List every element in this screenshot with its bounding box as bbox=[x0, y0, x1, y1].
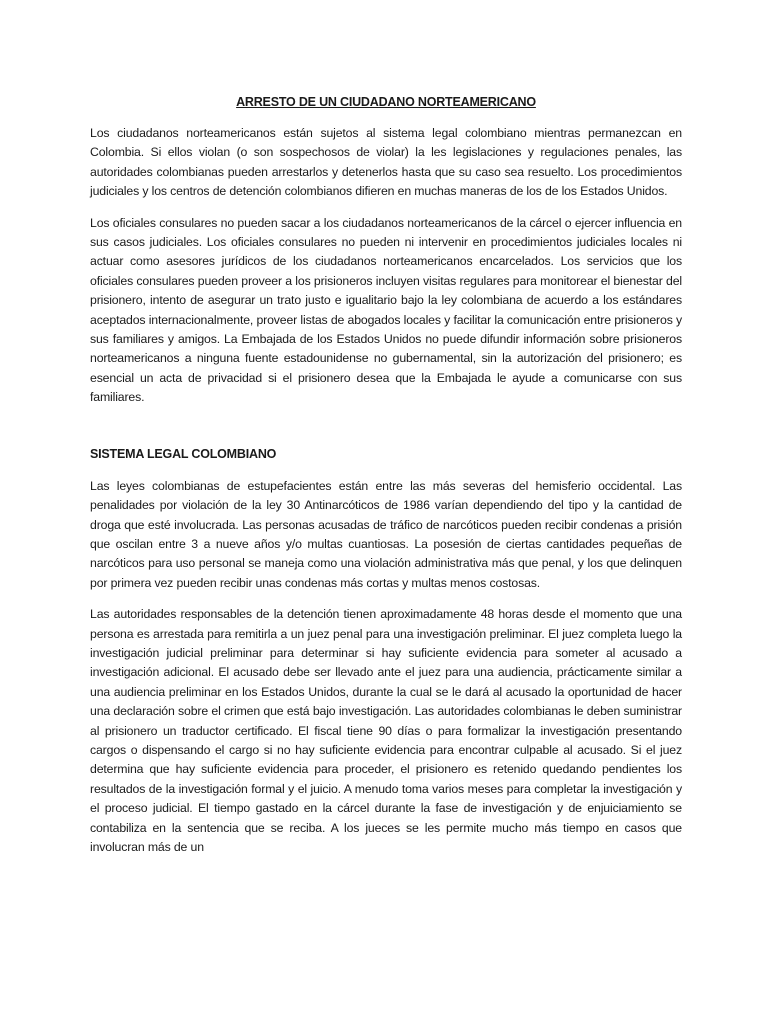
document-title: ARRESTO DE UN CIUDADANO NORTEAMERICANO bbox=[236, 95, 536, 109]
document-page bbox=[90, 94, 682, 869]
section-paragraph-2: Las autoridades responsables de la detención tienen aproximadamente 48 horas desde el momento que una persona es arrestada para remitirla a un juez penal para una investigación preliminar. El juez completa luego la investigación judicial preliminar para determinar si hay suficiente evidencia para someter al acusado a investigación adicional. El acusado debe ser llevado ante el juez para una audiencia, prácticamente similar a una audiencia preliminar en los Estados Unidos, durante la cual se le dará al acusado la oportunidad de hacer una declaración sobre el crimen que está bajo investigación. Las autoridades colombianas le deben suministrar al prisionero un traductor certificado. El fiscal tiene 90 días o para formalizar la investigación presentando cargos o dispensando el cargo si no hay suficiente evidencia para encontrar culpable al acusado. Si el juez determina que hay suficiente evidencia para proceder, el prisionero es retenido quedando pendientes los resultados de la investigación formal y el juicio. A menudo toma varios meses para completar la investigación y el proceso judicial. El tiempo gastado en la cárcel durante la fase de investigación y de enjuiciamiento se contabiliza en la sentencia que se reciba. A los jueces se les permite mucho más tiempo en casos que involucran más de un bbox=[90, 607, 682, 854]
intro-paragraph-1: Los ciudadanos norteamericanos están sujetos al sistema legal colombiano mientras permanezcan en Colombia. Si ellos violan (o son sospechosos de violar) la les legislaciones y regulaciones penales, las autoridades colombianas pueden arrestarlos y detenerlos hasta que su caso sea resuelto. Los procedimientos judiciales y los centros de detención colombianos difieren en muchas maneras de los de los Estados Unidos. bbox=[90, 126, 682, 199]
intro-paragraph-2: Los oficiales consulares no pueden sacar a los ciudadanos norteamericanos de la cárcel o ejercer influencia en sus casos judiciales. Los oficiales consulares no pueden ni intervenir en procedimientos judiciales locales ni actuar como asesores jurídicos de los ciudadanos norteamericanos encarcelados. Los servicios que los oficiales consulares pueden proveer a los prisioneros incluyen visitas regulares para monitorear el bienestar del prisionero, intento de asegurar un trato justo e igualitario bajo la ley colombiana de acuerdo a los estándares aceptados internacionalmente, proveer listas de abogados locales y facilitar la comunicación entre prisioneros y sus familiares y amigos. La Embajada de los Estados Unidos no puede difundir información sobre prisioneros norteamericanos a ninguna fuente estadounidense no gubernamental, sin la autorización del prisionero; es esencial un acta de privacidad si el prisionero desea que la Embajada le ayude a comunicarse con sus familiares. bbox=[90, 215, 682, 405]
section-title: SISTEMA LEGAL COLOMBIANO bbox=[90, 446, 277, 461]
section-paragraph-1: Las leyes colombianas de estupefacientes están entre las más severas del hemisferio occidental. Las penalidades por violación de la ley 30 Antinarcóticos de 1986 varían dependiendo del tipo y la cantidad de droga que esté involucrada. Las personas acusadas de tráfico de narcóticos pueden recibir condenas a prisión que oscilan entre 3 a nueve años y/o multas cuantiosas. La posesión de ciertas cantidades pequeñas de narcóticos para uso personal se maneja como una violación administrativa más que penal, y los que delinquen por primera vez pueden recibir unas condenas más cortas y multas menos costosas. bbox=[90, 478, 682, 590]
